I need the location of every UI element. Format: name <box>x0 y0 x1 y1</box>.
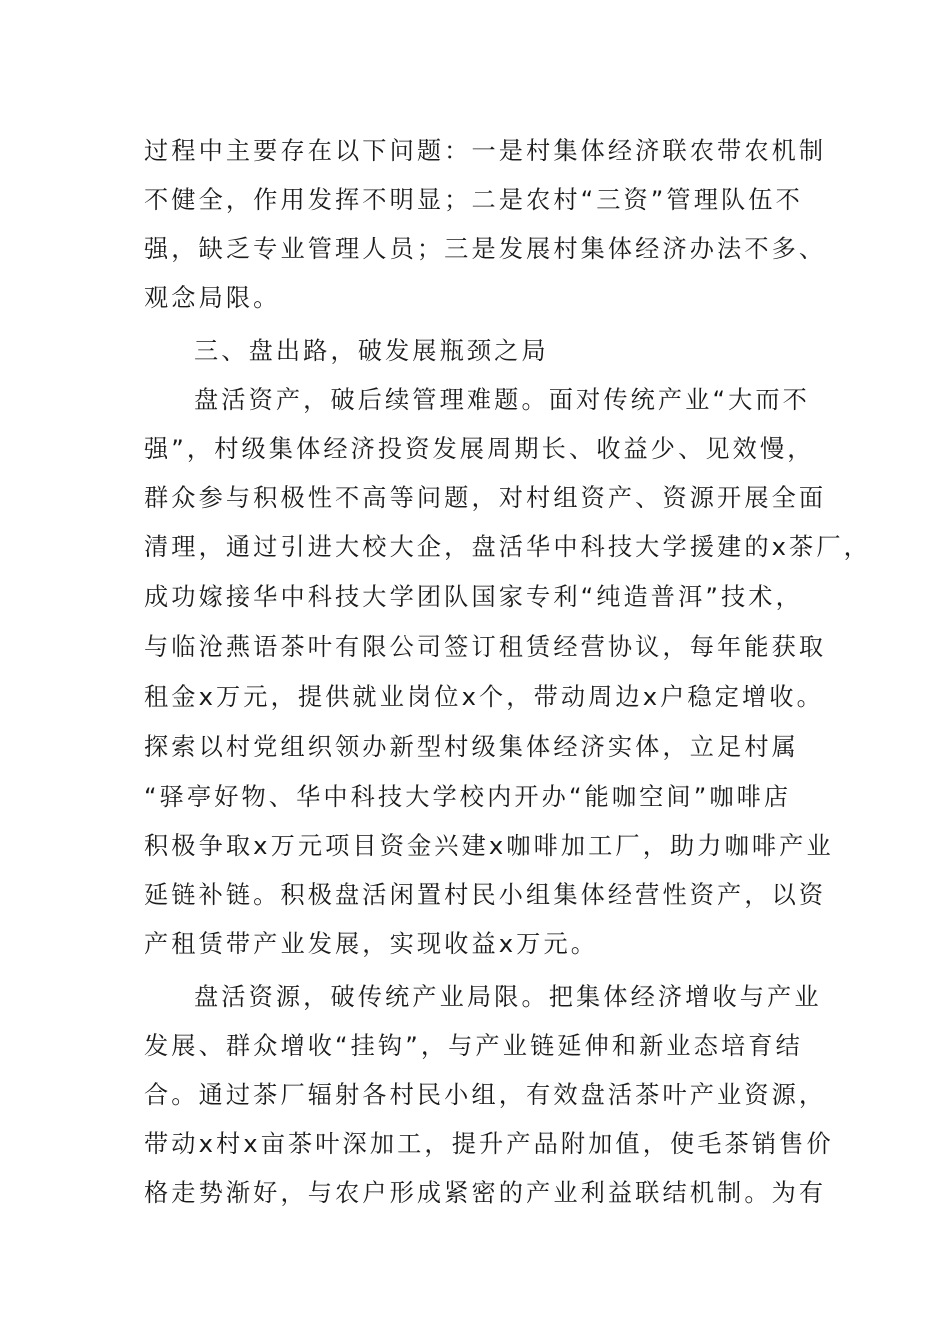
text-line: 带动x村x亩茶叶深加工，提升产品附加值，使毛茶销售价 <box>144 1130 834 1158</box>
text-line: 租金x万元，提供就业岗位x个，带动周边x户稳定增收。 <box>144 683 824 711</box>
text-line: 不健全，作用发挥不明显；二是农村“三资”管理队伍不 <box>144 186 803 214</box>
text-line: 强，缺乏专业管理人员；三是发展村集体经济办法不多、 <box>144 235 827 263</box>
paragraph-start-line: 盘活资源，破传统产业局限。把集体经济增收与产业 <box>194 983 822 1011</box>
text-line: 发展、群众增收“挂钩”，与产业链延伸和新业态培育结 <box>144 1032 803 1060</box>
text-line: 强”，村级集体经济投资发展周期长、收益少、见效慢， <box>144 435 815 463</box>
text-line: 格走势渐好，与农户形成紧密的产业利益联结机制。为有 <box>144 1179 827 1207</box>
text-line: 与临沧燕语茶叶有限公司签订租赁经营协议，每年能获取 <box>144 633 827 661</box>
text-line: 群众参与积极性不高等问题，对村组资产、资源开展全面 <box>144 484 827 512</box>
text-line: 过程中主要存在以下问题：一是村集体经济联农带农机制 <box>144 137 827 165</box>
text-line: 探索以村党组织领办新型村级集体经济实体，立足村属 <box>144 733 799 761</box>
text-line: 积极争取x万元项目资金兴建x咖啡加工厂，助力咖啡产业 <box>144 832 834 860</box>
text-line: 产租赁带产业发展，实现收益x万元。 <box>144 930 599 958</box>
text-line: 合。通过茶厂辐射各村民小组，有效盘活茶叶产业资源， <box>144 1081 827 1109</box>
paragraph-start-line: 盘活资产，破后续管理难题。面对传统产业“大而不 <box>194 386 810 414</box>
text-line: 清理，通过引进大校大企，盘活华中科技大学援建的x茶厂， <box>144 533 871 561</box>
text-line: 观念局限。 <box>144 284 281 312</box>
text-line: 延链补链。积极盘活闲置村民小组集体经营性资产，以资 <box>144 881 827 909</box>
text-line: “驿亭好物、华中科技大学校内开办“能咖空间”咖啡店 <box>144 783 792 811</box>
text-line: 成功嫁接华中科技大学团队国家专利“纯造普洱”技术， <box>144 583 803 611</box>
section-heading: 三、盘出路，破发展瓶颈之局 <box>194 337 549 365</box>
